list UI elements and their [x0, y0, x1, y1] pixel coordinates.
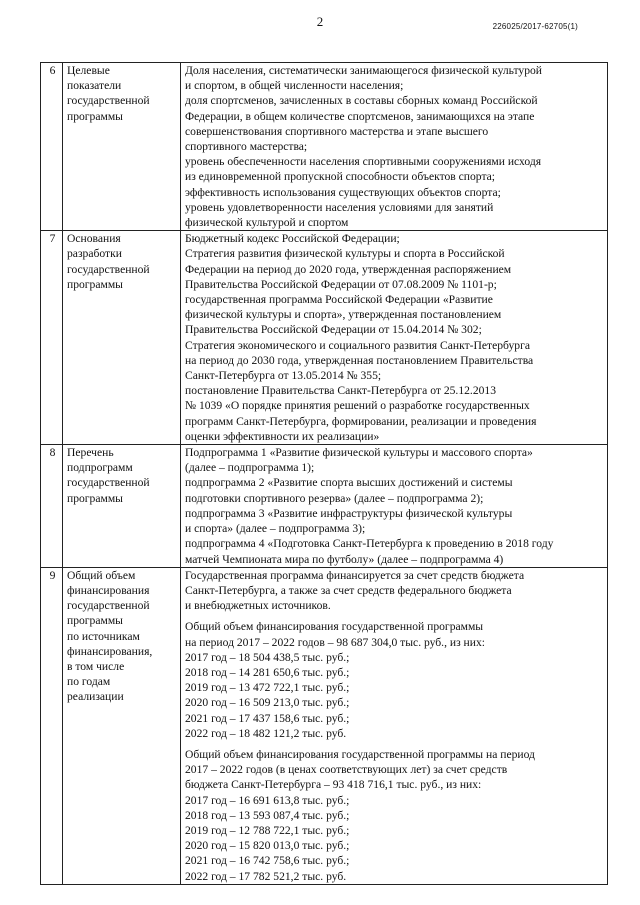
content-line: Стратегия развития физической культуры и спорта в Российской [185, 247, 505, 261]
label-line: программы [67, 614, 123, 628]
label-line: финансирования [67, 583, 150, 597]
label-line: государственной [67, 262, 150, 276]
content-line: на период 2017 – 2022 годов – 98 687 304,0 тыс. руб., из них: [185, 635, 485, 649]
content-line: 2018 год – 13 593 087,4 тыс. руб.; [185, 808, 350, 822]
content-line: из единовременной пропускной способности объектов спорта; [185, 170, 496, 184]
table-row [41, 445, 608, 568]
row-label [63, 63, 181, 231]
label-line: в том числе [67, 659, 125, 673]
content-line: Санкт-Петербурга от 13.05.2014 № 355; [185, 369, 382, 383]
content-line: 2017 год – 16 691 613,8 тыс. руб.; [185, 793, 350, 807]
content-line: 2019 год – 13 472 722,1 тыс. руб.; [185, 681, 350, 695]
content-line: 2022 год – 18 482 121,2 тыс. руб. [185, 726, 347, 740]
content-line: 2017 – 2022 годов (в ценах соответствующих лет) за счет средств [185, 763, 508, 777]
row-label [63, 231, 181, 445]
row-number: 6 [41, 63, 63, 231]
content-line: физической культуры и спорта», утвержденная постановлением [185, 308, 502, 322]
content-line: и внебюджетных источников. [185, 599, 331, 613]
label-line: Общий объем [67, 568, 136, 582]
content-line: 2018 год – 14 281 650,6 тыс. руб.; [185, 665, 350, 679]
label-line: финансирования, [67, 644, 153, 658]
content-line: Общий объем финансирования государственной программы на период [185, 747, 535, 761]
label-line: программы [67, 109, 123, 123]
content-line: уровень обеспеченности населения спортивными сооружениями исходя [185, 155, 542, 169]
row-number: 9 [41, 567, 63, 884]
content-line: Доля населения, систематически занимающегося физической культурой [185, 64, 543, 77]
content-line: подпрограмма 3 «Развитие инфраструктуры физической культуры [185, 506, 513, 520]
content-line: Правительства Российской Федерации от 15.04.2014 № 302; [185, 323, 482, 337]
label-line: по годам [67, 675, 111, 689]
label-line: подпрограмм [67, 461, 133, 475]
content-line: подпрограмма 4 «Подготовка Санкт-Петербурга к проведению в 2018 году [185, 537, 554, 551]
content-line: совершенствования спортивного мастерства и этапе высшего [185, 124, 489, 138]
label-line: программы [67, 491, 123, 505]
content-line: 2019 год – 12 788 722,1 тыс. руб.; [185, 823, 350, 837]
row-number: 7 [41, 231, 63, 445]
label-line: государственной [67, 599, 150, 613]
content-line: постановление Правительства Санкт-Петербурга от 25.12.2013 [185, 384, 497, 398]
label-line: по источникам [67, 629, 140, 643]
table-row [41, 63, 608, 231]
content-line: Общий объем финансирования государственной программы [185, 620, 484, 634]
content-line: уровень удовлетворенности населения условиями для занятий [185, 200, 494, 214]
content-line: и спортом, в общей численности населения; [185, 79, 404, 93]
label-line: показатели [67, 79, 122, 93]
content-line: Правительства Российской Федерации от 07.08.2009 № 1101-р; [185, 277, 497, 291]
label-line: Основания [67, 232, 121, 246]
content-line: подготовки спортивного резерва» (далее – подпрограмма 2); [185, 491, 484, 505]
row-number: 8 [41, 445, 63, 568]
content-line: 2021 год – 16 742 758,6 тыс. руб.; [185, 854, 350, 868]
content-line: 2020 год – 16 509 213,0 тыс. руб.; [185, 696, 350, 710]
label-line: разработки [67, 247, 122, 261]
row-content [181, 231, 608, 445]
content-line: 2017 год – 18 504 438,5 тыс. руб.; [185, 650, 350, 664]
content-line: спортивного мастерства; [185, 140, 308, 154]
content-line: Государственная программа финансируется за счет средств бюджета [185, 568, 525, 582]
table-row [41, 567, 608, 884]
content-line: на период до 2030 года, утвержденная постановлением Правительства [185, 353, 534, 367]
content-line: 2021 год – 17 437 158,6 тыс. руб.; [185, 711, 350, 725]
content-line: и спорта» (далее – подпрограмма 3); [185, 522, 366, 536]
page-number: 2 [316, 14, 324, 29]
document-code: 226025/2017-62705(1) [492, 22, 578, 31]
content-line: 2020 год – 15 820 013,0 тыс. руб.; [185, 839, 350, 853]
label-line: реализации [67, 690, 124, 704]
content-line: Федерации на период до 2020 года, утвержденная распоряжением [185, 262, 512, 276]
content-line: Стратегия экономического и социального развития Санкт-Петербурга [185, 338, 530, 352]
content-line: физической культурой и спортом [185, 216, 349, 230]
content-line: оценки эффективности их реализации» [185, 429, 380, 443]
content-line: Санкт-Петербурга, а также за счет средств федерального бюджета [185, 583, 512, 597]
row-content [181, 567, 608, 884]
content-line: Федерации, в общем количестве спортсменов, занимающихся на этапе [185, 109, 535, 123]
label-line: государственной [67, 94, 150, 108]
label-line: государственной [67, 476, 150, 490]
content-line: государственная программа Российской Федерации «Развитие [185, 293, 493, 307]
content-line: Подпрограмма 1 «Развитие физической культуры и массового спорта» [185, 446, 533, 460]
content-line: программ Санкт-Петербурга, формировании, реализации и проведения [185, 414, 537, 428]
table-row [41, 231, 608, 445]
content-line: доля спортсменов, зачисленных в составы сборных команд Российской [185, 94, 538, 108]
content-line: (далее – подпрограмма 1); [185, 461, 315, 475]
row-content [181, 63, 608, 231]
content-line: № 1039 «О порядке принятия решений о разработке государственных [185, 399, 530, 413]
label-line: Перечень [67, 446, 114, 460]
row-label [63, 445, 181, 568]
content-line: бюджета Санкт-Петербурга – 93 418 716,1 тыс. руб., из них: [185, 778, 482, 792]
content-line: матчей Чемпионата мира по футболу» (далее – подпрограмма 4) [185, 552, 504, 566]
row-content [181, 445, 608, 568]
content-line: подпрограмма 2 «Развитие спорта высших достижений и системы [185, 476, 513, 490]
label-line: Целевые [67, 64, 110, 77]
label-line: программы [67, 277, 123, 291]
content-line: эффективность использования существующих объектов спорта; [185, 185, 501, 199]
program-passport-table [40, 62, 608, 885]
content-line: 2022 год – 17 782 521,2 тыс. руб. [185, 869, 347, 883]
row-label [63, 567, 181, 884]
content-line: Бюджетный кодекс Российской Федерации; [185, 232, 400, 246]
